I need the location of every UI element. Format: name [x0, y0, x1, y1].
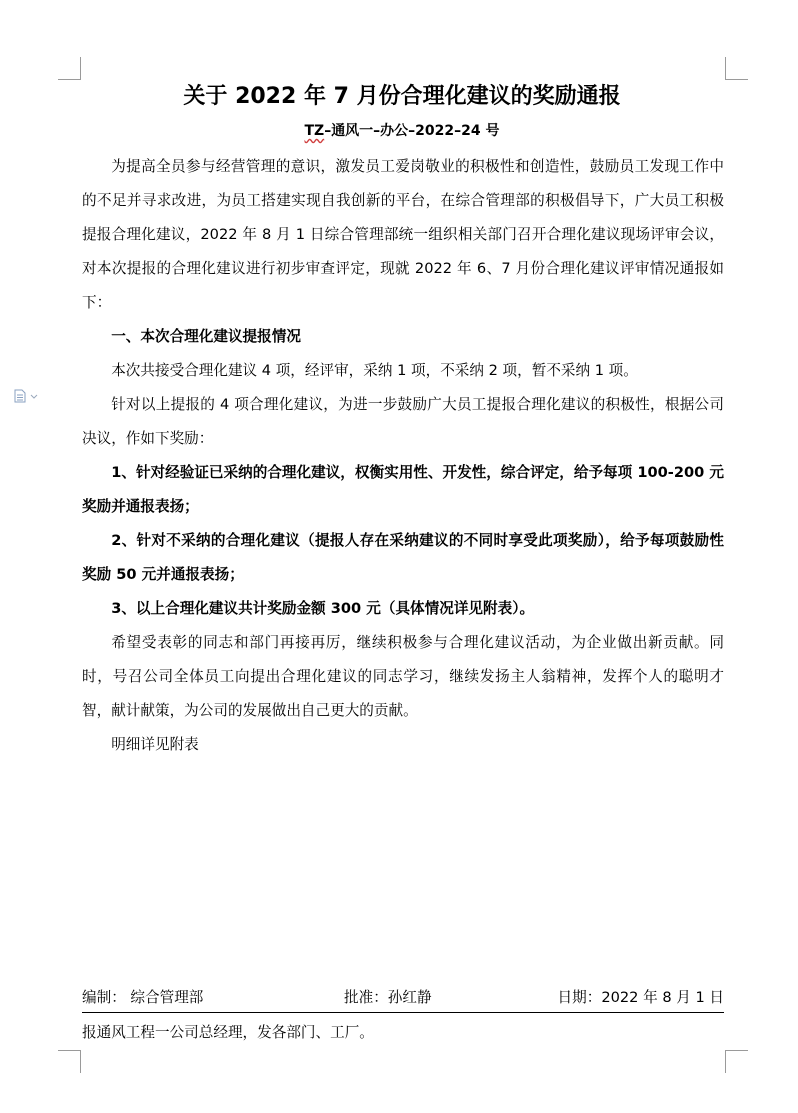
document-number — [80, 120, 724, 142]
reward-item-3: 3、以上合理化建议共计奖励金额 300 元（具体情况详见附表）。 — [111, 600, 535, 617]
document-body — [82, 150, 724, 762]
section-heading: 一、本次合理化建议提报情况 — [111, 328, 301, 345]
editor-field: 编制： 综合管理部 — [82, 989, 204, 1006]
attachment-note: 明细详见附表 — [111, 736, 199, 753]
reward-item-1: 1、针对经验证已采纳的合理化建议，权衡实用性、开发性，综合评定，给予每项 100-200 元奖励并通报表扬； — [82, 464, 724, 515]
date-field: 日期：2022 年 8 月 1 日 — [557, 989, 724, 1006]
signature-line — [82, 984, 724, 1013]
corner-mark-bottom-right — [725, 1050, 748, 1073]
corner-mark-top-right — [725, 57, 748, 80]
summary-paragraph: 本次共接受合理化建议 4 项，经评审，采纳 1 项，不采纳 2 项，暂不采纳 1 项。 — [111, 362, 638, 379]
corner-mark-top-left — [58, 57, 81, 80]
document-number-prefix: TZ — [304, 123, 325, 139]
corner-mark-bottom-left — [58, 1050, 81, 1073]
intro-paragraph: 为提高全员参与经营管理的意识，激发员工爱岗敬业的积极性和创造性，鼓励员工发现工作中的不足并寻求改进，为员工搭建实现自我创新的平台，在综合管理部的积极倡导下，广大员工积极提报合理化建议，2022 年 8 月 1 日综合管理部统一组织相关部门召开合理化建议现场评审会议，对本次提报的合理化建议进行初步审查评定，现就 2022 年 6、7 月份合理化建议评审情况通报如下： — [82, 158, 724, 311]
reward-item-2: 2、针对不采纳的合理化建议（提报人存在采纳建议的不同时享受此项奖励），给予每项鼓励性奖励 50 元并通报表扬； — [82, 532, 724, 583]
document-outline-icon[interactable] — [14, 388, 40, 402]
distribution-line: 报通风工程一公司总经理，发各部门、工厂。 — [82, 1024, 374, 1041]
closing-paragraph: 希望受表彰的同志和部门再接再厉，继续积极参与合理化建议活动，为企业做出新贡献。同时，号召公司全体员工向提出合理化建议的同志学习，继续发扬主人翁精神，发挥个人的聪明才智，献计献策，为公司的发展做出自己更大的贡献。 — [82, 634, 724, 719]
document-title: 关于 2022 年 7 月份合理化建议的奖励通报 — [183, 84, 621, 109]
approver-field: 批准：孙红静 — [344, 989, 432, 1006]
decision-paragraph: 针对以上提报的 4 项合理化建议，为进一步鼓励广大员工提报合理化建议的积极性，根据公司决议，作如下奖励： — [82, 396, 724, 447]
document-number-rest: –通风一–办公–2022–24 号 — [324, 123, 500, 139]
